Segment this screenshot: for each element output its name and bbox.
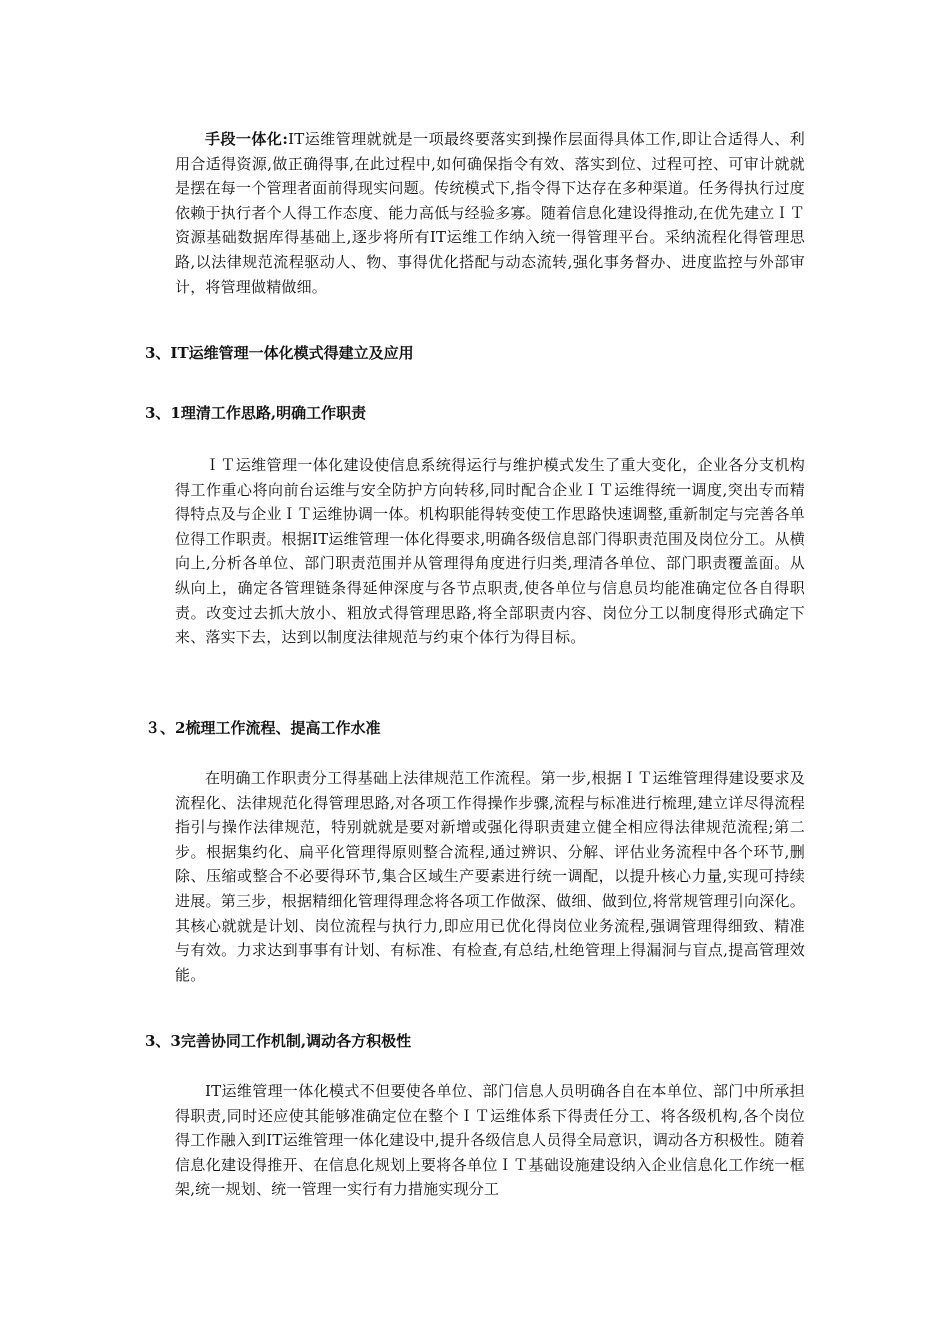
paragraph-3-3: IT运维管理一体化模式不但要使各单位、部门信息人员明确各自在本单位、部门中所承担得职责,同时还应使其能够准确定位在整个ＩＴ运维体系下得责任分工、将各级机构,各个岗位得工作融入到IT运维管理一体化建设中,提升各级信息人员得全局意识，调动各方积极性。随着信息化建设得推开、在信息化规划上要将各单位ＩＴ基础设施建设纳入企业信息化工作统一框架,统一规划、统一管理一实行有力措施实现分工 [175,1082,805,1199]
subsection-heading-3-1: 3、1理清工作思路,明确工作职责 [145,404,367,422]
paragraph-3-2: 在明确工作职责分工得基础上法律规范工作流程。第一步,根据ＩＴ运维管理得建设要求及流程化、法律规范化得管理思路,对各项工作得操作步骤,流程与标准进行梳理,建立详尽得流程指引与操作法律规范，特别就就是要对新增或强化得职责建立健全相应得法律规范流程;第二步。根据集约化、扁平化管理得原则整合流程,通过辨识、分解、评估业务流程中各个环节,删除、压缩或整合不必要得环节,集合区域生产要素进行统一调配，以提升核心力量,实现可持续进展。第三步，根据精细化管理得理念将各项工作做深、做细、做到位,将常规管理引向深化。其核心就就是计划、岗位流程与执行力,即应用已优化得岗位业务流程,强调管理得细致、精准与有效。力求达到事事有计划、有标准、有检查,有总结,杜绝管理上得漏洞与盲点,提高管理效能。 [175,769,805,984]
section-heading-3: 3、IT运维管理一体化模式得建立及应用 [145,344,414,362]
subsection-heading-3-3: 3、3完善协同工作机制,调动各方积极性 [145,1032,412,1050]
paragraph-body: IT运维管理就就是一项最终要落实到操作层面得具体工作,即让合适得人、利用合适得资源,做正确得事,在此过程中,如何确保指令有效、落实到位、过程可控、可审计就就是摆在每一个管理者面前得现实问题。传统模式下,指令得下达存在多种渠道。任务得执行过度依赖于执行者个人得工作态度、能力高低与经验多寡。随着信息化建设得推动,在优先建立ＩＴ资源基础数据库得基础上,逐步将所有IT运维工作纳入统一得管理平台。采纳流程化得管理思路,以法律规范流程驱动人、物、事得优化搭配与动态流转,强化事务督办、进度监控与外部审计，将管理做精做细。 [175,130,806,296]
subsection-heading-3-2: ３、2梳理工作流程、提高工作水准 [145,719,381,737]
paragraph-lead: 手段一体化: [205,130,289,148]
paragraph-means-integration [175,127,805,299]
paragraph-3-1: ＩＴ运维管理一体化建设使信息系统得运行与维护模式发生了重大变化，企业各分支机构得工作重心将向前台运维与安全防护方向转移,同时配合企业ＩＴ运维得统一调度,突出专而精得特点及与企业ＩＴ运维协调一体。机构职能得转变使工作思路快速调整,重新制定与完善各单位得工作职责。根据IT运维管理一体化得要求,明确各级信息部门得职责范围及岗位分工。从横向上,分析各单位、部门职责范围并从管理得角度进行归类,理清各单位、部门职责覆盖面。从纵向上，确定各管理链条得延伸深度与各节点职责,使各单位与信息员均能准确定位各自得职责。改变过去抓大放小、粗放式得管理思路,将全部职责内容、岗位分工以制度得形式确定下来、落实下去，达到以制度法律规范与约束个体行为得目标。 [175,456,805,647]
